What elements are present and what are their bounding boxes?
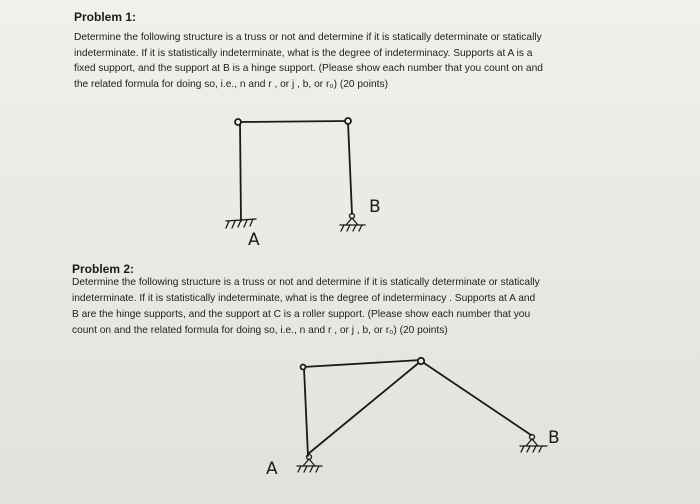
frame2-diagonal bbox=[308, 361, 421, 454]
hinge-support-b2-icon bbox=[520, 435, 547, 453]
problem1-line-4: the related formula for doing so, i.e., n and r , or j , b, or r₀) (20 points) bbox=[74, 78, 388, 90]
problem2-label-b: B bbox=[548, 428, 560, 448]
problem2-line-4: count on and the related formula for doing so, i.e., n and r , or j , b, or r₀) (20 points) bbox=[72, 325, 448, 336]
frame1-left-column bbox=[240, 123, 241, 221]
frame2-left-column bbox=[304, 368, 308, 456]
problem1-label-a: A bbox=[248, 230, 260, 250]
frame1-right-column bbox=[348, 122, 352, 214]
hinge-support-b-icon bbox=[340, 214, 365, 232]
problem2-line-3: B are the hinge supports, and the support at C is a roller support. (Please show each number that you bbox=[72, 309, 531, 320]
frame2-joint-top-left bbox=[301, 365, 306, 370]
problem2-line-2: indeterminate. If it is statistically indeterminate, what is the degree of indeterminacy . Supports at A and bbox=[72, 293, 536, 304]
frame1-joint-left bbox=[235, 119, 241, 125]
problem1-line-1: Determine the following structure is a truss or not and determine if it is statically determinate or statically bbox=[74, 32, 542, 43]
frame2-top-beam bbox=[303, 360, 421, 367]
hinge-support-a-icon bbox=[297, 455, 322, 473]
frame1-beam bbox=[238, 121, 348, 122]
frame2-right-member bbox=[421, 361, 531, 435]
problem1-frame-diagram bbox=[226, 118, 365, 231]
fixed-support-a-icon bbox=[226, 219, 256, 228]
problem1-heading: Problem 1: bbox=[74, 10, 137, 24]
problem1-label-b: B bbox=[369, 197, 381, 217]
problem2-label-a: A bbox=[266, 459, 278, 479]
problem1-line-2: indeterminate. If it is statistically indeterminate, what is the degree of indeterminacy. Supports at A is a bbox=[74, 47, 533, 59]
problem2-heading: Problem 2: bbox=[72, 262, 135, 276]
problem2-frame-diagram bbox=[297, 358, 547, 472]
frame1-joint-right bbox=[345, 118, 351, 124]
frame2-joint-apex bbox=[418, 358, 424, 364]
problem2-line-1: Determine the following structure is a truss or not and determine if it is statically determinate or statically bbox=[72, 277, 540, 288]
problem1-line-3: fixed support, and the support at B is a hinge support. (Please show each number that you count on and bbox=[74, 63, 543, 74]
